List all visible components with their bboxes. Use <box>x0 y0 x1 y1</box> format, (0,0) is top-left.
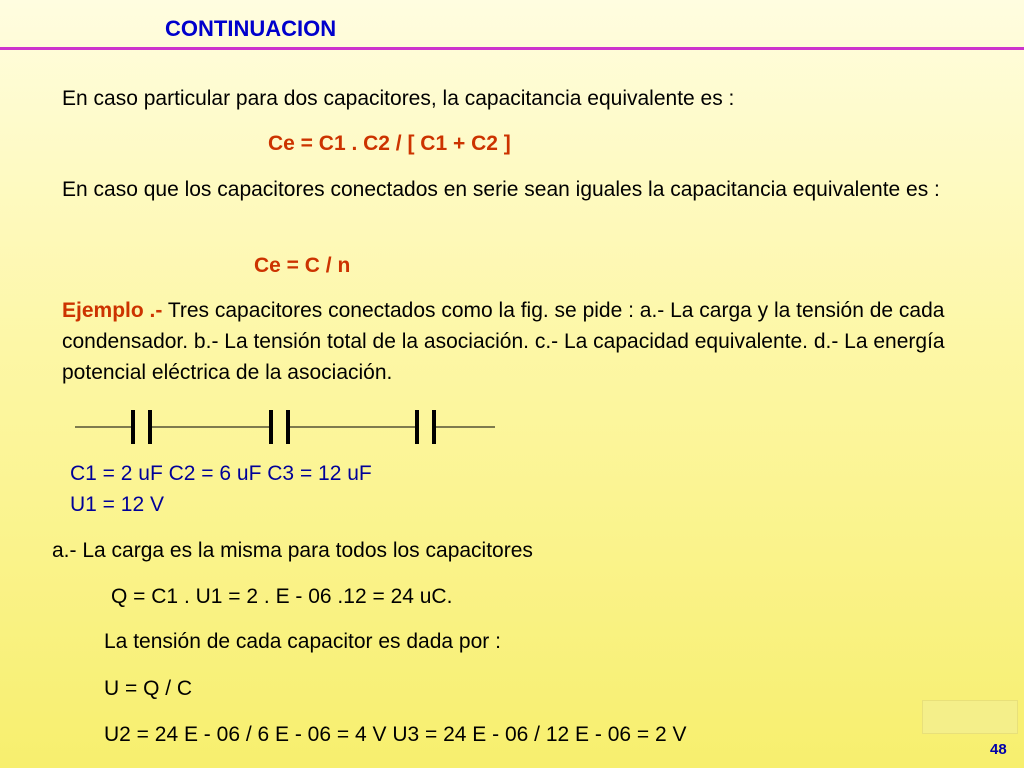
example-paragraph <box>62 295 982 388</box>
example-label: Ejemplo .- <box>62 299 163 322</box>
page-title: CONTINUACION <box>165 16 337 41</box>
capacitor-values: C1 = 2 uF C2 = 6 uF C3 = 12 uF <box>70 462 372 485</box>
voltage-value: U1 = 12 V <box>70 493 164 516</box>
formula-equal-capacitors: Ce = C / n <box>254 254 351 277</box>
text-line-1: En caso particular para dos capacitores, la capacitancia equivalente es : <box>62 87 735 110</box>
page-number: 48 <box>990 741 1007 758</box>
charge-formula: Q = C1 . U1 = 2 . E - 06 .12 = 24 uC. <box>111 585 453 608</box>
formula-two-capacitors: Ce = C1 . C2 / [ C1 + C2 ] <box>268 132 511 155</box>
part-a-statement: a.- La carga es la misma para todos los capacitores <box>52 539 533 562</box>
text-line-2: En caso que los capacitores conectados en serie sean iguales la capacitancia equivalente es : <box>62 178 940 201</box>
series-capacitor-circuit <box>75 405 497 449</box>
voltage-formula: U = Q / C <box>104 677 193 700</box>
voltage-intro: La tensión de cada capacitor es dada por : <box>104 630 501 653</box>
example-text: Tres capacitores conectados como la fig. se pide : a.- La carga y la tensión de cada condensador. b.- La tensión total de la asociación. c.- La capacidad equivalente. d.- La energía potencial eléctrica de la asociación. <box>62 299 945 384</box>
corner-box <box>922 700 1018 734</box>
voltage-results: U2 = 24 E - 06 / 6 E - 06 = 4 V U3 = 24 E - 06 / 12 E - 06 = 2 V <box>104 723 687 746</box>
title-divider <box>0 47 1024 50</box>
